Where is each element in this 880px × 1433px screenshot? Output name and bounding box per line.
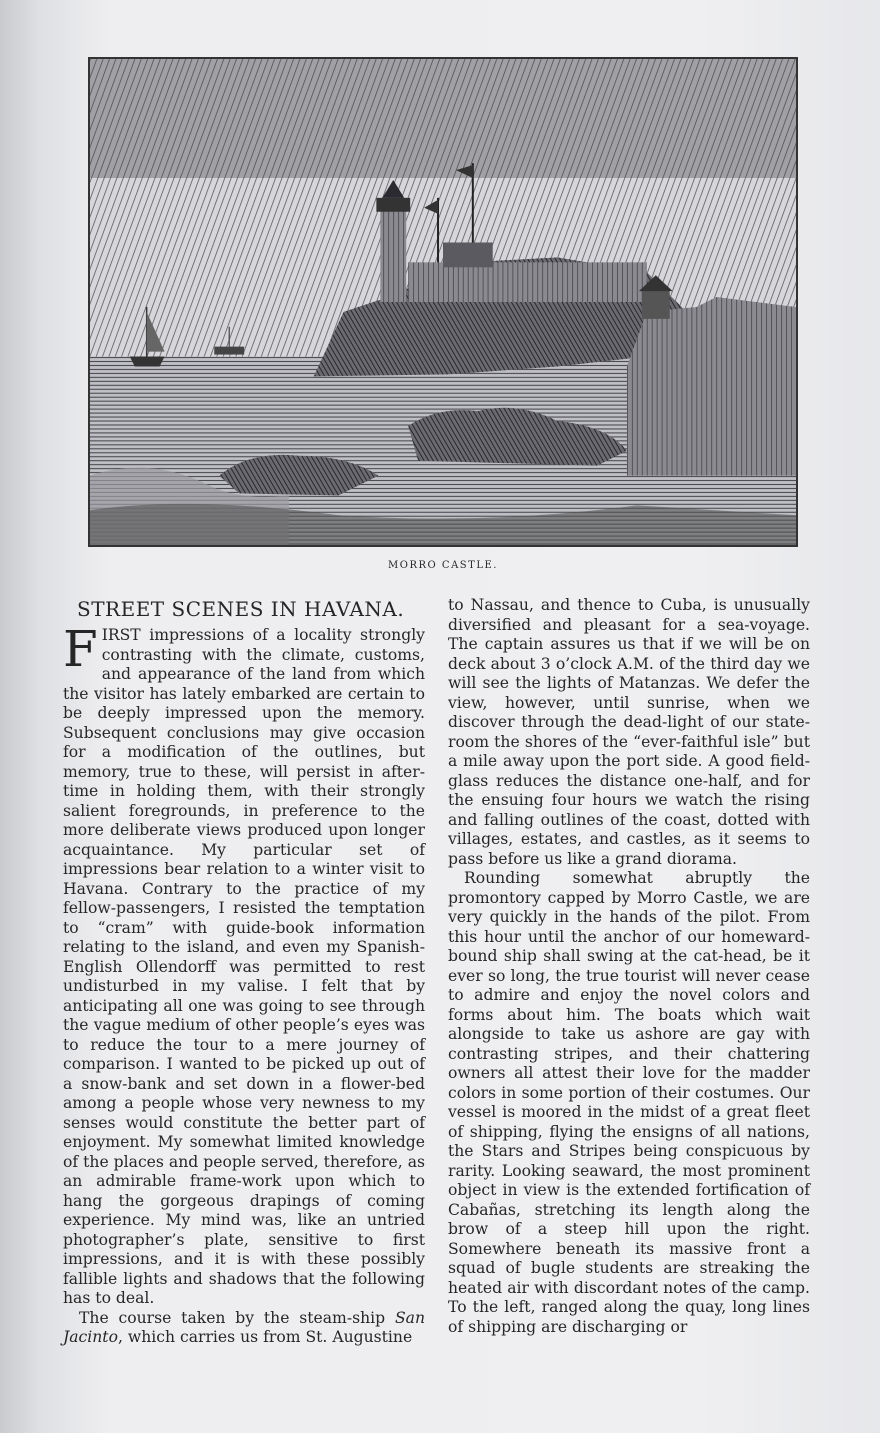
paragraph-4: Rounding somewhat abruptly the promontory capped by Morro Castle, we are very quickly in the hands of the pilot. From this hour until the anchor of our homeward-bound ship shall swing at the cat-head, be it ever so long, the true tourist will never cease to admire and enjoy the novel colors and forms about him. The boats which wait alongside to take us ashore are gay with contrasting stripes, and their chattering owners all attest their love for the madder colors in some portion of their costumes. Our vessel is moored in the midst of a great fleet of shipping, flying the ensigns of all nations, the Stars and Stripes being conspicuous by rarity. Looking seaward, the most prominent object in view is the extended fortification of Cabañas, stretching its length along the brow of a steep hill upon the right. Somewhere beneath its massive front a squad of bugle students are streaking the heated air with discordant notes of the camp. To the left, ranged along the quay, long lines of shipping are discharging or xyxy=(448,869,810,1336)
paragraph-3: to Nassau, and thence to Cuba, is unusually diversified and pleasant for a sea-voyage. The captain assures us that if we will be on deck about 3 o’clock A.M. of the third day we will see the lights of Matanzas. We defer the view, however, until sunrise, when we discover through the dead-light of our state-room the shores of the “ever-faithful isle” but a mile away upon the port side. A good field-glass reduces the distance one-half, and for the ensuing four hours we watch the rising and falling outlines of the coast, dotted with villages, estates, and castles, as it seems to pass before us like a grand diorama. xyxy=(448,596,810,868)
engraving-illustration xyxy=(90,59,796,545)
paragraph-1 xyxy=(63,620,425,1309)
left-column xyxy=(63,596,425,1348)
ship-name: San Jacinto xyxy=(63,1308,425,1346)
drop-cap: F xyxy=(63,620,98,678)
right-column xyxy=(448,596,810,1337)
paragraph-1-text: IRST impressions of a locality strongly contrasting with the climate, customs, and appearance of the land from which the visitor has lately embarked are certain to be deeply impressed upon the memory. Subsequent conclusions may give occasion for a modification of the outlines, but memory, true to these, will persist in after-time in holding them, with their strongly salient foregrounds, in preference to the more deliberate views produced upon longer acquaintance. My particular set of impressions bear relation to a winter visit to Havana. Contrary to the practice of my fellow-passengers, I resisted the temptation to “cram” with guide-book information relating to the island, and even my Spanish-English Ollendorff was permitted to rest undisturbed in my valise. I felt that by anticipating all one was going to see through the vague medium of other people’s eyes was to reduce the tour to a mere journey of comparison. I wanted to be picked up out of a snow-bank and set down in a flower-bed among a people whose very newness to my senses would constitute the better part of enjoyment. My somewhat limited knowledge of the places and people served, therefore, as an admirable frame-work upon which to hang the gorgeous drapings of coming experience. My mind was, like an untried photographer’s plate, sensitive to first impressions, and it is with these possibly fallible lights and shadows that the following has to deal. xyxy=(63,626,425,1307)
paragraph-2-text-b: , which carries us from St. Augustine xyxy=(117,1328,413,1346)
paragraph-2-text-a: The course taken by the steam-ship xyxy=(79,1308,395,1327)
paragraph-2 xyxy=(63,1309,425,1348)
figure-caption: MORRO CASTLE. xyxy=(388,560,498,571)
morro-castle-engraving xyxy=(88,57,798,547)
article-title: STREET SCENES IN HAVANA. xyxy=(77,597,405,621)
